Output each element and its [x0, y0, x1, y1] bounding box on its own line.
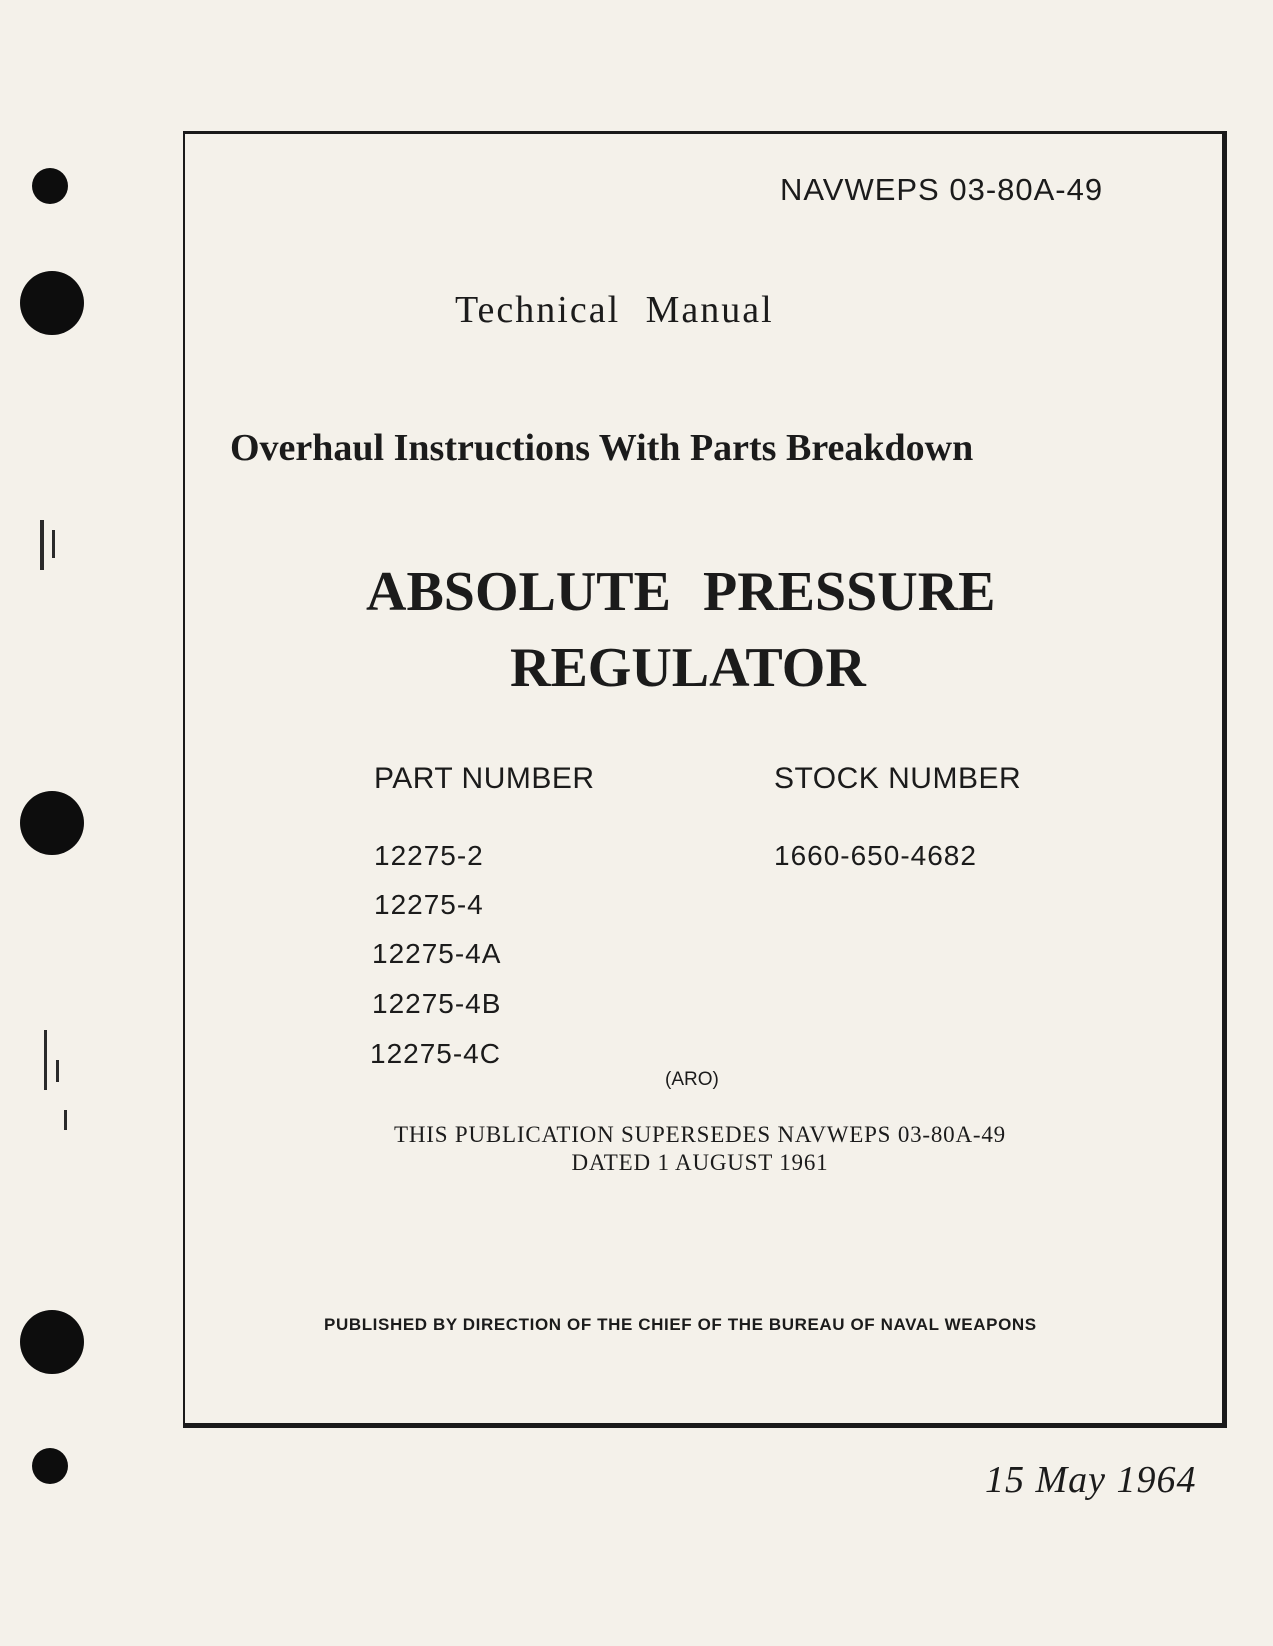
title-line-2: REGULATOR [510, 637, 866, 699]
publication-date: 15 May 1964 [985, 1459, 1197, 1501]
supersedes-notice-line-1: THIS PUBLICATION SUPERSEDES NAVWEPS 03-80A-49 [394, 1122, 1006, 1147]
manual-subtitle: Overhaul Instructions With Parts Breakdown [230, 427, 974, 469]
publication-number: NAVWEPS 03-80A-49 [780, 172, 1104, 207]
part-number-heading: PART NUMBER [374, 762, 595, 795]
title-line-1: ABSOLUTE PRESSURE [366, 561, 996, 623]
binder-hole-1 [32, 168, 68, 204]
margin-mark [52, 530, 55, 558]
stock-number-item: 1660-650-4682 [774, 840, 977, 871]
published-by-statement: PUBLISHED BY DIRECTION OF THE CHIEF OF THE BUREAU OF NAVAL WEAPONS [324, 1315, 1037, 1334]
part-number-item: 12275-4A [372, 938, 502, 969]
supersedes-notice-line-2: DATED 1 AUGUST 1961 [571, 1150, 829, 1175]
manual-type: Technical Manual [455, 289, 774, 331]
margin-mark [44, 1030, 47, 1090]
margin-mark [40, 520, 44, 570]
binder-hole-4 [20, 1310, 84, 1374]
binder-hole-5 [32, 1448, 68, 1484]
margin-mark [56, 1060, 59, 1082]
part-number-item: 12275-4B [372, 988, 502, 1019]
binder-hole-3 [20, 791, 84, 855]
part-number-item: 12275-4 [374, 889, 484, 920]
manufacturer-code: (ARO) [665, 1069, 719, 1090]
stock-number-heading: STOCK NUMBER [774, 762, 1022, 795]
part-number-item: 12275-2 [374, 840, 484, 871]
binder-hole-2 [20, 271, 84, 335]
part-number-item: 12275-4C [370, 1038, 501, 1069]
